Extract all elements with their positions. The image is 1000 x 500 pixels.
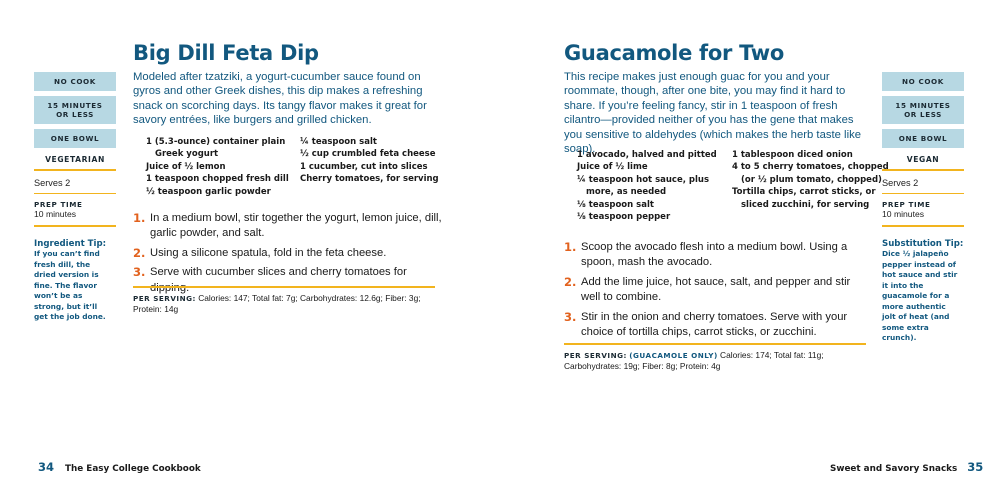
nutrition-text: Calories: 174; Total fat: 11g; Carbohydrates: 19g; Fiber: 8g; Protein: 4g xyxy=(564,350,824,372)
step-text: Add the lime juice, hot sauce, salt, and pepper and stir well to combine. xyxy=(581,275,851,304)
step-item xyxy=(133,246,443,261)
ingredient-item: ¼ teaspoon hot sauce, plus xyxy=(577,174,710,185)
nutrition-label: PER SERVING: xyxy=(564,351,627,360)
ingredient-item: more, as needed xyxy=(586,187,667,198)
ingredients-list xyxy=(146,136,439,198)
ingredients-column-1 xyxy=(577,149,732,223)
tag-15-minutes: 15 MINUTES OR LESS xyxy=(882,96,964,124)
step-number: 1. xyxy=(564,240,577,254)
step-number: 2. xyxy=(564,274,577,289)
nutrition-info xyxy=(564,343,866,372)
tip-title: Substitution Tip: xyxy=(882,239,964,249)
recipe-intro: Modeled after tzatziki, a yogurt-cucumber sauce found on gyros and other Greek dishes, this dip makes a refreshing snack on scorching days. Its tangy flavor makes it great for savory entrées, like burgers and grilled chicken. xyxy=(133,71,427,127)
ingredients-column-1 xyxy=(146,136,300,198)
nutrition-text: Calories: 147; Total fat: 7g; Carbohydrates: 12.6g; Fiber: 3g; Protein: 14g xyxy=(133,293,421,315)
step-number: 3. xyxy=(133,265,146,280)
ingredient-item: ½ teaspoon garlic powder xyxy=(146,186,271,197)
tip-title: Ingredient Tip: xyxy=(34,239,107,249)
recipe-info-sidebar xyxy=(34,72,116,323)
serves-count: Serves 2 xyxy=(882,171,964,194)
ingredient-item: Greek yogurt xyxy=(155,149,219,160)
step-text: Stir in the onion and cherry tomatoes. Serve with your choice of tortilla chips, carrot sticks, or zucchini. xyxy=(581,310,848,339)
page-footer xyxy=(38,460,201,474)
ingredients-list xyxy=(577,149,889,223)
step-text: Serve with cucumber slices and cherry tomatoes for dipping. xyxy=(150,266,407,294)
step-number: 3. xyxy=(564,309,577,324)
tag-diet: VEGETARIAN xyxy=(34,153,116,171)
prep-time-label: PREP TIME xyxy=(882,200,931,209)
step-item xyxy=(564,275,870,306)
recipe-title: Guacamole for Two xyxy=(564,41,785,65)
tag-no-cook: NO COOK xyxy=(882,72,964,91)
ingredients-column-2 xyxy=(300,136,439,198)
prep-time-value: 10 minutes xyxy=(34,209,116,227)
ingredient-item: ¼ teaspoon salt xyxy=(300,137,377,147)
nutrition-info xyxy=(133,286,435,315)
step-item xyxy=(564,310,870,341)
ingredient-item: 1 cucumber, cut into slices xyxy=(300,161,428,172)
ingredient-item: (or ½ plum tomato, chopped) xyxy=(741,174,882,185)
tag-no-cook: NO COOK xyxy=(34,72,116,91)
step-item xyxy=(133,211,443,242)
ingredients-column-2 xyxy=(732,149,889,223)
ingredient-item: sliced zucchini, for serving xyxy=(741,199,870,210)
ingredient-item: Cherry tomatoes, for serving xyxy=(300,174,439,185)
prep-time-label: PREP TIME xyxy=(34,200,83,209)
recipe-info-sidebar xyxy=(882,72,964,344)
ingredient-item: 1 tablespoon diced onion xyxy=(732,150,853,160)
prep-time-value: 10 minutes xyxy=(882,209,964,227)
ingredient-item: 4 to 5 cherry tomatoes, chopped xyxy=(732,162,889,173)
step-number: 1. xyxy=(133,211,146,225)
tag-15-minutes: 15 MINUTES OR LESS xyxy=(34,96,116,124)
nutrition-label: PER SERVING: xyxy=(133,294,196,303)
tip-text: If you can’t find fresh dill, the dried version is fine. The flavor won’t be as strong, but it’ll get the job done. xyxy=(34,249,106,321)
ingredient-item: ⅛ teaspoon pepper xyxy=(577,212,671,223)
step-text: In a medium bowl, stir together the yogurt, lemon juice, dill, garlic powder, and salt. xyxy=(150,212,442,240)
page-number: 35 xyxy=(967,460,984,474)
running-head: The Easy College Cookbook xyxy=(65,464,201,474)
recipe-title: Big Dill Feta Dip xyxy=(133,41,319,65)
page-footer xyxy=(830,460,983,474)
ingredient-item: Tortilla chips, carrot sticks, or xyxy=(732,187,876,198)
ingredient-item: Juice of ½ lemon xyxy=(146,161,226,172)
page-number: 34 xyxy=(38,460,55,474)
tag-one-bowl: ONE BOWL xyxy=(34,129,116,148)
tag-diet: VEGAN xyxy=(882,153,964,171)
step-text: Using a silicone spatula, fold in the feta cheese. xyxy=(150,246,387,259)
tip-text: Dice ½ jalapeño pepper instead of hot sauce and stir it into the guacamole for a more authentic jolt of heat (and some extra crunch). xyxy=(882,249,958,342)
ingredient-item: ½ cup crumbled feta cheese xyxy=(300,149,436,160)
right-page xyxy=(500,0,1000,500)
ingredient-item: ⅛ teaspoon salt xyxy=(577,199,654,210)
step-number: 2. xyxy=(133,245,146,260)
step-text: Scoop the avocado flesh into a medium bowl. Using a spoon, mash the avocado. xyxy=(581,241,848,269)
serves-count: Serves 2 xyxy=(34,171,116,194)
running-head: Sweet and Savory Snacks xyxy=(830,464,958,474)
ingredient-item: 1 avocado, halved and pitted xyxy=(577,150,717,160)
ingredient-item: Juice of ½ lime xyxy=(577,162,648,173)
step-item xyxy=(564,240,870,271)
recipe-intro: This recipe makes just enough guac for you and your roommate, though, after one bite, you may find it hard to share. If you’re feeling fancy, stir in 1 teaspoon of fresh cilantro—provided neither of you has the gene that makes you sensitive to aldehydes (which makes the herb taste like soap). xyxy=(564,71,862,156)
recipe-steps xyxy=(564,240,870,344)
ingredient-item: 1 (5.3-ounce) container plain xyxy=(146,137,286,147)
tag-one-bowl: ONE BOWL xyxy=(882,129,964,148)
ingredient-item: 1 teaspoon chopped fresh dill xyxy=(146,174,289,185)
nutrition-qualifier: (GUACAMOLE ONLY) xyxy=(629,351,718,360)
